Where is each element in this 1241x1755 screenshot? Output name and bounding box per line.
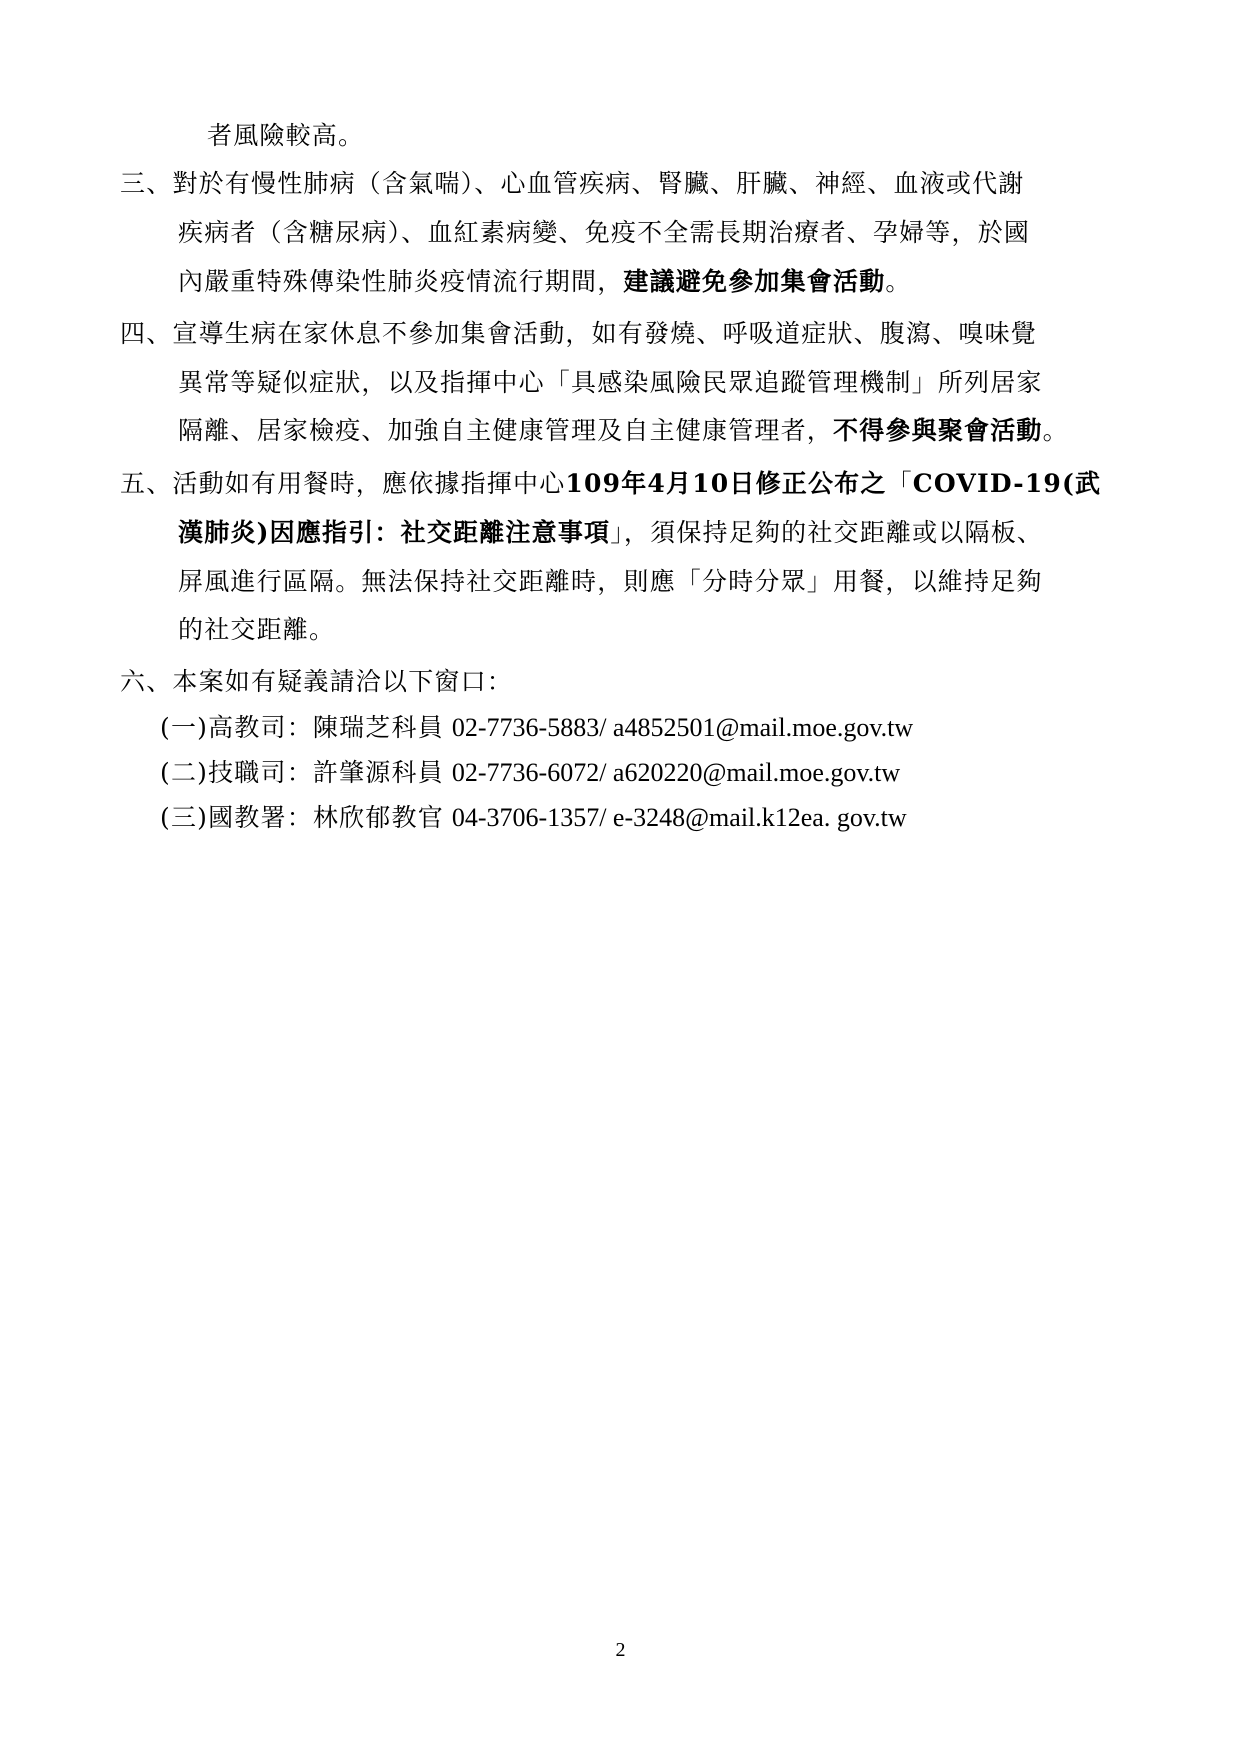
- contact-row: [160, 757, 900, 789]
- item5-line1: [120, 468, 1101, 500]
- item5-bold-date: 109年4月10日修正公布之: [565, 469, 887, 498]
- item5-line3-text: 屏風進行區隔。無法保持社交距離時，則應「分時分眾」用餐，以維持足夠: [178, 567, 1043, 596]
- item3-bold-advice: 建議避免參加集會活動: [623, 267, 886, 296]
- item3-line3: [178, 266, 912, 298]
- item3-line3-end: 。: [885, 267, 912, 296]
- contact-row: [160, 712, 913, 744]
- item4-line3-text: 隔離、居家檢疫、加強自主健康管理及自主健康管理者，: [178, 416, 834, 445]
- item6-heading: [120, 666, 513, 698]
- item4-line3: [178, 415, 1069, 447]
- contact-name: (二)技職司：許肇源科員: [160, 758, 444, 787]
- previous-item-tail-line: [207, 120, 364, 152]
- item3-line3-text: 內嚴重特殊傳染性肺炎疫情流行期間，: [178, 267, 624, 296]
- item3-line1-text: 三、對於有慢性肺病（含氣喘）、心血管疾病、腎臟、肝臟、神經、血液或代謝: [120, 169, 1025, 198]
- item3-line2: [178, 217, 1030, 249]
- item4-line2-text: 異常等疑似症狀，以及指揮中心「具感染風險民眾追蹤管理機制」所列居家: [178, 368, 1043, 397]
- contact-phone-email: 04-3706-1357/ e-3248@mail.k12ea. gov.tw: [451, 803, 907, 832]
- item5-line2-text: 」，須保持足夠的社交距離或以隔板、: [610, 518, 1044, 547]
- item4-line1-text: 四、宣導生病在家休息不參加集會活動，如有發燒、呼吸道症狀、腹瀉、嗅味覺: [120, 319, 1038, 348]
- contact-phone-email: 02-7736-6072/ a620220@mail.moe.gov.tw: [451, 758, 901, 787]
- item5-line2: [178, 517, 1043, 549]
- item5-line1-text: 五、活動如有用餐時，應依據指揮中心: [120, 469, 566, 498]
- contact-row: [160, 802, 907, 834]
- contact-name: (一)高教司：陳瑞芝科員: [160, 713, 444, 742]
- item3-line1: [120, 168, 1025, 200]
- previous-item-tail-text: 者風險較高。: [207, 121, 365, 150]
- item5-line3: [178, 566, 1043, 598]
- item5-bold-guideline-start: COVID-19(武: [912, 469, 1102, 498]
- item4-bold-advice: 不得參與聚會活動: [833, 416, 1043, 445]
- page-number: 2: [615, 1639, 626, 1661]
- item5-line4: [178, 614, 335, 646]
- item5-bold-guideline-end: 漢肺炎)因應指引：社交距離注意事項: [178, 518, 611, 547]
- item4-line3-end: 。: [1042, 416, 1069, 445]
- item6-heading-text: 六、本案如有疑義請洽以下窗口：: [120, 667, 514, 696]
- item4-line1: [120, 318, 1037, 350]
- item5-line4-text: 的社交距離。: [178, 615, 336, 644]
- item5-open-quote: 「: [886, 469, 913, 498]
- item4-line2: [178, 367, 1043, 399]
- item3-line2-text: 疾病者（含糖尿病）、血紅素病變、免疫不全需長期治療者、孕婦等，於國: [178, 218, 1031, 247]
- contact-name: (三)國教署：林欣郁教官: [160, 803, 444, 832]
- contact-phone-email: 02-7736-5883/ a4852501@mail.moe.gov.tw: [451, 713, 914, 742]
